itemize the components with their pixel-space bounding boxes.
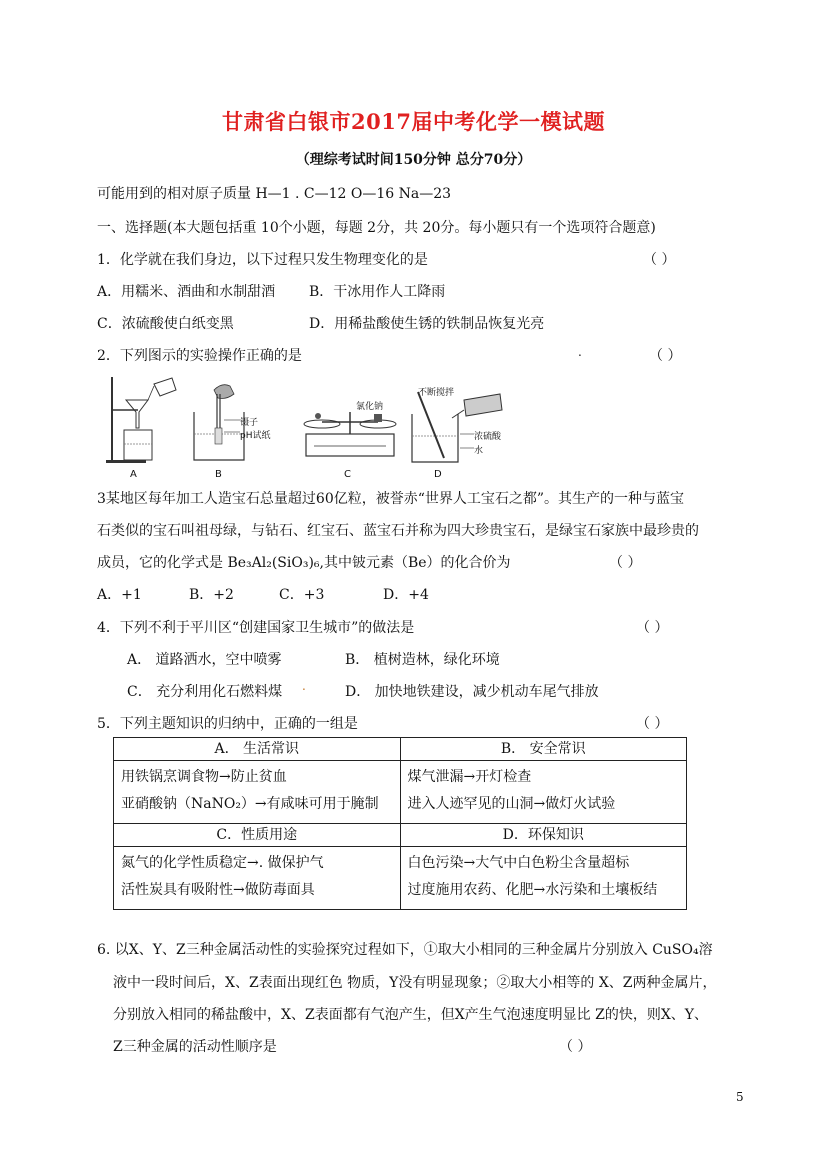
q6-line-2: 液中一段时间后，X、Z表面出现红色 物质，Y没有明显现象；②取大小相等的 X、Z两种金属片，: [113, 975, 717, 991]
q3-option-c: C．+3: [279, 587, 325, 603]
figure-a-filtration: [104, 372, 184, 480]
q3-answer-paren: （ ）: [609, 555, 642, 571]
table-d-item-2: 过度施用农药、化肥→水污染和土壤板结: [407, 882, 658, 898]
figure-c-annotation-sodium-chloride: 氯化钠: [356, 402, 384, 412]
table-b-item-2: 进入人迹罕见的山洞→做灯火试验: [407, 796, 616, 812]
table-head-b: B． 安全常识: [400, 738, 687, 761]
q6-answer-paren: （ ）: [559, 1039, 592, 1055]
table-cell-c: [114, 847, 401, 910]
figure-d-annotation-water: 水: [474, 446, 484, 456]
q1-option-b: B．干冰用作人工降雨: [309, 284, 446, 300]
filtration-apparatus-icon: [104, 372, 184, 480]
page-title: 甘肃省白银市2017届中考化学一模试题: [222, 109, 605, 134]
figure-b-annotation-ph-paper: pH试纸: [240, 431, 271, 441]
table-c-item-1: 氮气的化学性质稳定→. 做保护气: [121, 855, 324, 871]
q3-option-d: D．+4: [383, 587, 429, 603]
q2-stem: 2．下列图示的实验操作正确的是: [97, 348, 302, 364]
q4-option-b: B． 植树造林，绿化环境: [345, 652, 500, 668]
q3-line-1: 3某地区每年加工人造宝石总量超过60亿粒，被誉赤“世界人工宝石之都”。其生产的一种与蓝宝: [97, 491, 685, 507]
figure-b-annotation-tweezers: 镊子: [240, 418, 259, 428]
table-d-item-1: 白色污染→大气中白色粉尘含量超标: [407, 855, 630, 871]
q4-answer-paren: （ ）: [636, 620, 669, 636]
table-a-item-2: 亚硝酸钠（NaNO₂）→有咸味可用于腌制: [121, 796, 379, 812]
table-head-c: C．性质用途: [114, 824, 401, 847]
table-head-d: D．环保知识: [400, 824, 687, 847]
q5-stem: 5．下列主题知识的归纳中，正确的一组是: [97, 716, 358, 732]
figure-a-label: A: [130, 469, 137, 480]
q6-line-1: 6. 以X、Y、Z三种金属活动性的实验探究过程如下，①取大小相同的三种金属片分别放入 CuSO₄溶: [97, 942, 713, 958]
figure-d-dilution: [404, 372, 524, 480]
q3-option-b: B．+2: [189, 587, 234, 603]
section-heading: 一、选择题(本大题包括重 10个小题，每题 2分，共 20分。每小题只有一个选项符合题意): [97, 220, 656, 236]
figure-d-label: D: [434, 469, 442, 480]
q2-figures: [104, 372, 524, 480]
table-c-item-2: 活性炭具有吸附性→做防毒面具: [121, 882, 315, 898]
table-cell-d: [400, 847, 687, 910]
beaker-tweezers-icon: [190, 372, 280, 480]
q5-answer-paren: （ ）: [636, 716, 669, 732]
figure-c-label: C: [344, 469, 351, 480]
exam-subtitle: （理综考试时间150分钟 总分70分）: [295, 152, 532, 168]
table-a-item-1: 用铁锅烹调食物→防止贫血: [121, 769, 287, 785]
table-cell-a: [114, 761, 401, 824]
q4-stem: 4．下列不利于平川区“创建国家卫生城市”的做法是: [97, 620, 415, 636]
q1-answer-paren: （ ）: [643, 252, 676, 268]
q4-stray-dot: .: [302, 679, 306, 693]
q6-line-3: 分别放入相同的稀盐酸中，X、Z表面都有气泡产生，但X产生气泡速度明显比 Z的快，则X、Y、: [113, 1007, 709, 1023]
q3-line-3: 成员，它的化学式是 Be₃Al₂(SiO₃)₆,其中铍元素（Be）的化合价为: [97, 555, 511, 571]
figure-c-balance: [294, 372, 404, 480]
q1-option-d: D．用稀盐酸使生锈的铁制品恢复光亮: [309, 316, 545, 332]
atomic-masses: 可能用到的相对原子质量 H—1 . C—12 O—16 Na—23: [97, 186, 452, 202]
q1-stem: 1．化学就在我们身边，以下过程只发生物理变化的是: [97, 252, 428, 268]
figure-d-annotation-stirring: 不断搅拌: [418, 388, 455, 398]
figure-b-label: B: [215, 469, 222, 480]
q3-option-a: A．+1: [97, 587, 142, 603]
table-b-item-1: 煤气泄漏→开灯检查: [407, 769, 532, 785]
q1-option-c: C．浓硫酸使白纸变黑: [97, 316, 234, 332]
table-head-a: A． 生活常识: [114, 738, 401, 761]
page-number: 5: [736, 1090, 744, 1104]
q2-stray-dot: .: [578, 345, 582, 359]
q2-answer-paren: （ ）: [649, 348, 682, 364]
q5-knowledge-table: [113, 737, 687, 910]
q3-line-2: 石类似的宝石叫祖母绿，与钻石、红宝石、蓝宝石并称为四大珍贵宝石，是绿宝石家族中最珍贵的: [97, 523, 699, 539]
balance-scale-icon: [294, 372, 404, 480]
q6-line-4: Z三种金属的活动性顺序是: [113, 1039, 277, 1055]
q4-option-d: D． 加快地铁建设，减少机动车尾气排放: [345, 684, 599, 700]
q4-option-a: A． 道路洒水，空中喷雾: [127, 652, 282, 668]
q1-option-a: A．用糯米、酒曲和水制甜酒: [97, 284, 276, 300]
table-cell-b: [400, 761, 687, 824]
figure-b-ph-test: [190, 372, 280, 480]
q4-option-c: C． 充分利用化石燃料煤: [127, 684, 283, 700]
figure-d-annotation-sulfuric-acid: 浓硫酸: [474, 432, 502, 442]
